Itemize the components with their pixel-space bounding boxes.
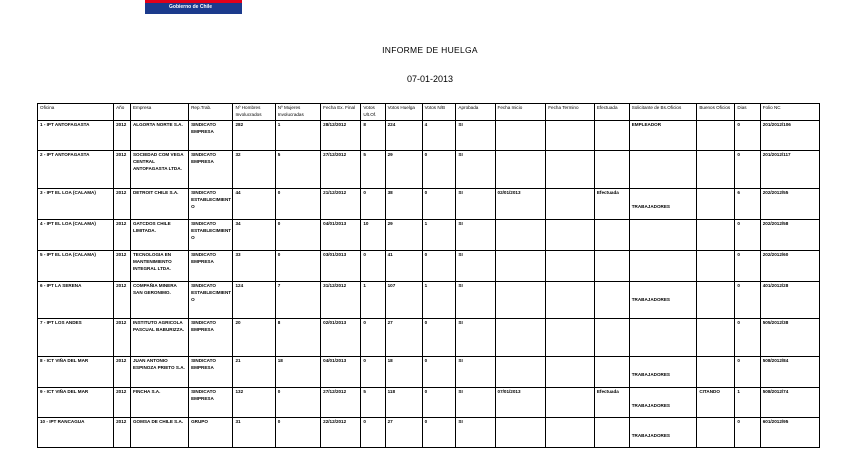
cell-fecha-termino [546, 121, 595, 151]
cell-folio: 202/2012/58 [760, 220, 819, 251]
col-header-fecha-inicio: Fecha Inicio [495, 104, 546, 121]
cell-folio: 505/2012/38 [760, 319, 819, 357]
col-header-oficina: Oficina [38, 104, 114, 121]
cell-fecha-termino [546, 220, 595, 251]
cell-solicitante [629, 357, 697, 388]
col-header-mujeres: Nº Mujeres Involucradas [275, 104, 320, 121]
cell-hombres: 32 [233, 151, 275, 189]
table-row [38, 121, 820, 151]
cell-folio: 201/2012/106 [760, 121, 819, 151]
cell-aprobada: SI [456, 357, 495, 388]
cell-empresa: GOMSA DE CHILE S.A. [130, 418, 188, 448]
cell-fecha-termino [546, 251, 595, 282]
col-header-aprobada: Aprobada [456, 104, 495, 121]
cell-mujeres: 0 [275, 251, 320, 282]
cell-fecha-inicio [495, 121, 546, 151]
cell-fecha-ex: 27/12/2012 [321, 388, 361, 418]
cell-buenos-oficios [697, 282, 735, 319]
cell-efectuada: Efectuada [594, 388, 629, 418]
cell-votos-huelga: 38 [385, 189, 422, 220]
col-header-votos-ult: Votos Ult.Of. [361, 104, 385, 121]
cell-mujeres: 8 [275, 319, 320, 357]
cell-hombres: 34 [233, 220, 275, 251]
cell-votos-ult: 0 [361, 189, 385, 220]
cell-fecha-ex: 02/01/2013 [321, 319, 361, 357]
cell-rep-trab: SINDICATO EMPRESA [189, 251, 233, 282]
cell-empresa: JUAN ANTONIO ESPINOZA PRIETO S.A. [130, 357, 188, 388]
cell-efectuada [594, 319, 629, 357]
cell-folio: 401/2012/28 [760, 282, 819, 319]
logo-text: Gobierno de Chile [169, 4, 213, 10]
cell-fecha-ex: 04/01/2013 [321, 220, 361, 251]
cell-mujeres: 7 [275, 282, 320, 319]
cell-oficina: 7 - IPT LOS ANDES [38, 319, 114, 357]
cell-fecha-ex: 22/12/2012 [321, 418, 361, 448]
cell-votos-ult: 0 [361, 418, 385, 448]
cell-aprobada: SI [456, 251, 495, 282]
cell-folio: 201/2012/117 [760, 151, 819, 189]
cell-aprobada: SI [456, 319, 495, 357]
cell-anio: 2012 [114, 388, 131, 418]
cell-efectuada [594, 220, 629, 251]
cell-votos-nb: 0 [422, 357, 456, 388]
cell-fecha-inicio: 07/01/2013 [495, 388, 546, 418]
col-header-solicitante: Solicitante de Bs.Oficios [629, 104, 697, 121]
col-header-folio: Folio NC [760, 104, 819, 121]
cell-buenos-oficios [697, 151, 735, 189]
cell-fecha-inicio [495, 220, 546, 251]
cell-hombres: 282 [233, 121, 275, 151]
cell-folio: 508/2012/84 [760, 357, 819, 388]
cell-fecha-termino [546, 151, 595, 189]
cell-dias: 0 [735, 251, 760, 282]
cell-efectuada [594, 121, 629, 151]
table-row [38, 357, 820, 388]
cell-empresa: ALGORTA NORTE S.A. [130, 121, 188, 151]
table-row [38, 418, 820, 448]
cell-votos-ult: 5 [361, 151, 385, 189]
cell-anio: 2012 [114, 189, 131, 220]
cell-folio: 202/2012/55 [760, 189, 819, 220]
cell-votos-nb: 0 [422, 189, 456, 220]
cell-folio: 601/2012/95 [760, 418, 819, 448]
cell-votos-huelga: 41 [385, 251, 422, 282]
cell-rep-trab: SINDICATO EMPRESA [189, 388, 233, 418]
cell-dias: 0 [735, 418, 760, 448]
cell-votos-ult: 0 [361, 319, 385, 357]
table-row [38, 151, 820, 189]
cell-fecha-inicio [495, 282, 546, 319]
cell-efectuada [594, 357, 629, 388]
cell-buenos-oficios [697, 121, 735, 151]
cell-dias: 0 [735, 357, 760, 388]
cell-buenos-oficios [697, 251, 735, 282]
cell-hombres: 124 [233, 282, 275, 319]
cell-hombres: 132 [233, 388, 275, 418]
cell-anio: 2012 [114, 357, 131, 388]
cell-fecha-inicio: 02/01/2013 [495, 189, 546, 220]
cell-hombres: 33 [233, 251, 275, 282]
cell-dias: 0 [735, 151, 760, 189]
cell-votos-ult: 0 [361, 357, 385, 388]
cell-solicitante: EMPLEADOR [629, 121, 697, 151]
cell-votos-huelga: 18 [385, 357, 422, 388]
col-header-votos-nb: Votos N/B [422, 104, 456, 121]
cell-fecha-ex: 31/12/2012 [321, 282, 361, 319]
table-row [38, 388, 820, 418]
cell-fecha-ex: 03/01/2013 [321, 251, 361, 282]
cell-dias: 0 [735, 319, 760, 357]
cell-mujeres: 1 [275, 121, 320, 151]
cell-aprobada: SI [456, 388, 495, 418]
cell-empresa: TECNOLOGIA EN MANTENIMIENTO INTEGRAL LTDA. [130, 251, 188, 282]
cell-aprobada: SI [456, 151, 495, 189]
col-header-votos-huelga: Votos Huelga [385, 104, 422, 121]
gobierno-logo [145, 0, 242, 14]
cell-buenos-oficios [697, 220, 735, 251]
cell-hombres: 31 [233, 418, 275, 448]
cell-efectuada [594, 282, 629, 319]
col-header-anio: Año [114, 104, 131, 121]
cell-oficina: 2 - IPT ANTOFAGASTA [38, 151, 114, 189]
cell-oficina: 5 - IPT EL LOA (CALAMA) [38, 251, 114, 282]
cell-folio: 508/2012/74 [760, 388, 819, 418]
cell-rep-trab: SINDICATO EMPRESA [189, 151, 233, 189]
cell-solicitante-text: TRABAJADORES [631, 297, 670, 302]
cell-fecha-termino [546, 388, 595, 418]
cell-efectuada: Efectuada [594, 189, 629, 220]
cell-empresa: SOCIEDAD COM VEGA CENTRAL ANTOFAGASTA LTDA. [130, 151, 188, 189]
col-header-buenos-oficios: Buenos Oficios [697, 104, 735, 121]
cell-solicitante [629, 151, 697, 189]
cell-buenos-oficios [697, 418, 735, 448]
cell-fecha-ex: 28/12/2012 [321, 121, 361, 151]
cell-votos-nb: 1 [422, 220, 456, 251]
cell-aprobada: SI [456, 418, 495, 448]
cell-rep-trab: SINDICATO ESTABLECIMIENTO [189, 282, 233, 319]
cell-votos-huelga: 27 [385, 418, 422, 448]
cell-oficina: 1 - IPT ANTOFAGASTA [38, 121, 114, 151]
cell-fecha-termino [546, 319, 595, 357]
cell-empresa: DETROIT CHILE S.A. [130, 189, 188, 220]
cell-dias: 6 [735, 189, 760, 220]
cell-rep-trab: SINDICATO EMPRESA [189, 121, 233, 151]
table-row [38, 189, 820, 220]
cell-mujeres: 0 [275, 220, 320, 251]
cell-dias: 0 [735, 220, 760, 251]
cell-solicitante-text: TRABAJADORES [631, 433, 670, 438]
cell-votos-nb: 0 [422, 418, 456, 448]
cell-mujeres: 0 [275, 189, 320, 220]
cell-votos-ult: 1 [361, 282, 385, 319]
cell-empresa: FINCHA S.A. [130, 388, 188, 418]
cell-solicitante [629, 189, 697, 220]
cell-solicitante-text: TRABAJADORES [631, 403, 670, 408]
cell-anio: 2012 [114, 319, 131, 357]
cell-votos-huelga: 27 [385, 319, 422, 357]
cell-rep-trab: SINDICATO EMPRESA [189, 357, 233, 388]
cell-mujeres: 18 [275, 357, 320, 388]
cell-solicitante [629, 282, 697, 319]
col-header-fecha-ex: Fecha Ex. Final [321, 104, 361, 121]
cell-fecha-termino [546, 357, 595, 388]
cell-fecha-inicio [495, 151, 546, 189]
cell-solicitante-text: TRABAJADORES [631, 204, 670, 209]
cell-aprobada: SI [456, 220, 495, 251]
cell-dias: 1 [735, 388, 760, 418]
cell-votos-nb: 0 [422, 319, 456, 357]
cell-fecha-inicio [495, 251, 546, 282]
cell-hombres: 20 [233, 319, 275, 357]
cell-oficina: 6 - IPT LA SERENA [38, 282, 114, 319]
cell-rep-trab: SINDICATO EMPRESA [189, 319, 233, 357]
cell-buenos-oficios [697, 357, 735, 388]
cell-fecha-ex: 27/12/2012 [321, 151, 361, 189]
cell-solicitante [629, 251, 697, 282]
cell-fecha-inicio [495, 319, 546, 357]
cell-oficina: 4 - IPT EL LOA (CALAMA) [38, 220, 114, 251]
cell-rep-trab: SINDICATO ESTABLECIMIENTO [189, 189, 233, 220]
cell-anio: 2012 [114, 151, 131, 189]
cell-fecha-ex: 21/12/2012 [321, 189, 361, 220]
cell-oficina: 9 - ICT VIÑA DEL MAR [38, 388, 114, 418]
cell-votos-nb: 0 [422, 388, 456, 418]
cell-mujeres: 0 [275, 388, 320, 418]
cell-anio: 2012 [114, 418, 131, 448]
cell-solicitante-text: TRABAJADORES [631, 372, 670, 377]
table-header-row [38, 104, 820, 121]
cell-anio: 2012 [114, 251, 131, 282]
table-row [38, 282, 820, 319]
cell-fecha-termino [546, 418, 595, 448]
cell-anio: 2012 [114, 220, 131, 251]
table-row [38, 251, 820, 282]
col-header-empresa: Empresa [130, 104, 188, 121]
cell-rep-trab: SINDICATO ESTABLECIMIENTO [189, 220, 233, 251]
col-header-fecha-termino: Fecha Termino [546, 104, 595, 121]
report-title: INFORME DE HUELGA [382, 45, 478, 55]
cell-aprobada: SI [456, 121, 495, 151]
table-row [38, 319, 820, 357]
cell-hombres: 44 [233, 189, 275, 220]
cell-aprobada: SI [456, 189, 495, 220]
cell-anio: 2012 [114, 282, 131, 319]
cell-votos-huelga: 29 [385, 151, 422, 189]
cell-votos-ult: 0 [361, 251, 385, 282]
strike-report-table [37, 103, 820, 448]
cell-votos-huelga: 118 [385, 388, 422, 418]
cell-empresa: INSTITUTO AGRICOLA PASCUAL BABURIZZA. [130, 319, 188, 357]
cell-solicitante [629, 418, 697, 448]
col-header-rep-trab: Rep.Trab. [189, 104, 233, 121]
cell-votos-nb: 0 [422, 151, 456, 189]
cell-aprobada: SI [456, 282, 495, 319]
cell-oficina: 8 - ICT VIÑA DEL MAR [38, 357, 114, 388]
cell-dias: 0 [735, 121, 760, 151]
cell-hombres: 21 [233, 357, 275, 388]
cell-fecha-termino [546, 189, 595, 220]
cell-dias: 0 [735, 282, 760, 319]
cell-votos-nb: 0 [422, 251, 456, 282]
cell-fecha-termino [546, 282, 595, 319]
cell-mujeres: 0 [275, 418, 320, 448]
cell-votos-huelga: 224 [385, 121, 422, 151]
cell-buenos-oficios [697, 319, 735, 357]
cell-efectuada [594, 418, 629, 448]
cell-votos-ult: 8 [361, 121, 385, 151]
cell-oficina: 10 - IPT RANCAGUA [38, 418, 114, 448]
cell-rep-trab: GRUPO [189, 418, 233, 448]
table-row [38, 220, 820, 251]
cell-fecha-ex: 04/01/2013 [321, 357, 361, 388]
cell-solicitante [629, 388, 697, 418]
col-header-efectuada: Efectuada [594, 104, 629, 121]
cell-votos-ult: 5 [361, 388, 385, 418]
cell-folio: 202/2012/60 [760, 251, 819, 282]
col-header-dias: Dias [735, 104, 760, 121]
col-header-hombres: Nº Hombres Involucrados [233, 104, 275, 121]
cell-fecha-inicio [495, 357, 546, 388]
cell-fecha-inicio [495, 418, 546, 448]
cell-oficina: 3 - IPT EL LOA (CALAMA) [38, 189, 114, 220]
cell-empresa: COMPAÑIA MINERA SAN GERONIMO. [130, 282, 188, 319]
cell-solicitante [629, 220, 697, 251]
cell-mujeres: 5 [275, 151, 320, 189]
cell-buenos-oficios: CITANDO [697, 388, 735, 418]
cell-buenos-oficios [697, 189, 735, 220]
cell-votos-nb: 4 [422, 121, 456, 151]
cell-empresa: GATCDOS CHILE LIMITADA. [130, 220, 188, 251]
cell-solicitante [629, 319, 697, 357]
cell-efectuada [594, 151, 629, 189]
cell-votos-nb: 1 [422, 282, 456, 319]
cell-votos-huelga: 29 [385, 220, 422, 251]
cell-efectuada [594, 251, 629, 282]
cell-votos-huelga: 107 [385, 282, 422, 319]
report-date: 07-01-2013 [406, 74, 454, 84]
cell-anio: 2012 [114, 121, 131, 151]
cell-votos-ult: 10 [361, 220, 385, 251]
